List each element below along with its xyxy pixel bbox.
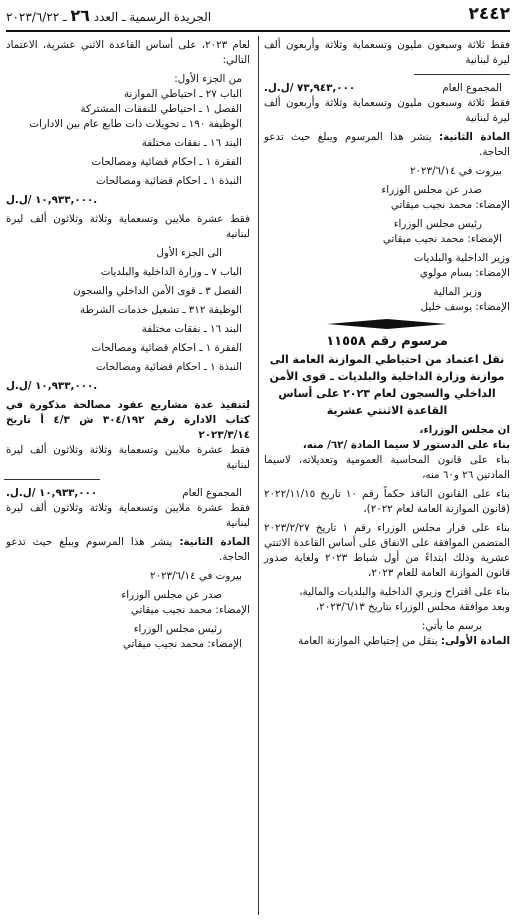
basis-5: بناء على اقتراح وزيري الداخلية والبلديات والمالية، (299, 586, 510, 598)
section-ornament (264, 319, 510, 329)
pm-title: رئيس مجلس الوزراء (393, 218, 482, 230)
chapter-27: الباب ٢٧ ـ احتياطي الموازنة (124, 88, 242, 100)
article-1-text: ينقل من إحتياطي الموازنة العامة (298, 635, 438, 647)
header-rule (6, 30, 510, 32)
basis-1: بناء على الدستور لا سيما المادة /٦٢/ منه، (302, 439, 510, 451)
clause-1a: النبذة ١ ـ احكام قضائية ومصالحات (95, 175, 242, 187)
article-2 (264, 130, 510, 160)
left-beirut-date: بيروت في ٢٠٢٣/٦/١٤ (149, 570, 242, 582)
section-3: الفصل ٣ ـ قوى الأمن الداخلي والسجون (73, 285, 242, 297)
intro-amount-words: فقط ثلاثة وسبعون مليون وتسعماية وثلاثة وأربعون ألف ليرة لبنانية (264, 39, 510, 66)
to-part: الى الجزء الأول (156, 247, 222, 259)
column-divider (258, 36, 259, 915)
paragraph-1a: الفقرة ١ ـ احكام قضائية ومصالحات (91, 156, 242, 168)
right-column (264, 38, 510, 649)
signature-1: الإمضاء: محمد نجيب ميقاتي (390, 199, 510, 211)
basis-2: بناء على قانون المحاسبة العمومية وتعديلاته، لاسيما المادتين ٢٦ و٦٠ منه، (264, 454, 510, 481)
page-number: ٢٤٤٢ (468, 4, 510, 24)
total-label: المجموع العام (442, 82, 502, 94)
left-article-2-text: ينشر هذا المرسوم ويبلغ حيث تدعو الحاجة. (6, 536, 250, 563)
amount-1: ١٠,٩٣٣,٠٠٠ /ل.ل. (6, 194, 98, 206)
left-article-2 (6, 535, 250, 565)
left-total-row (6, 486, 250, 501)
issue-number: ٢٦ (70, 6, 90, 25)
signature-2: الإمضاء: محمد نجيب ميقاتي (382, 233, 502, 245)
left-signature-2: الإمضاء: محمد نجيب ميقاتي (122, 638, 242, 650)
total-words: فقط ثلاثة وسبعون مليون وتسعماية وثلاثة وأربعون ألف ليرة لبنانية (264, 97, 510, 124)
left-pm-title: رئيس مجلس الوزراء (133, 623, 222, 635)
left-total-words: فقط عشرة ملايين وتسعماية وثلاثة وثلاثون ألف ليرة لبنانية (6, 502, 250, 529)
signature-4: الإمضاء: يوسف خليل (420, 301, 510, 313)
clause-1b: النبذة ١ ـ احكام قضائية ومصالحات (95, 361, 242, 373)
left-total-separator (4, 479, 100, 480)
left-total-label: المجموع العام (182, 487, 242, 499)
basis-6: وبعد موافقة مجلس الوزراء بتاريخ ٢٠٢٣/٦/١٣، (315, 601, 510, 613)
article-2-label: المادة الثانية: (439, 131, 510, 143)
total-value: ٧٣,٩٤٣,٠٠٠ /ل.ل. (264, 82, 356, 94)
left-intro: لعام ٢٠٢٣، على أساس القاعدة الاثني عشرية، الاعتماد التالي: (6, 39, 251, 66)
issue-date: ـ ٢٠٢٣/٦/٢٢ (6, 10, 67, 24)
purpose-words: فقط عشرة ملايين وتسعماية وثلاثة وثلاثون ألف ليرة لبنانية (6, 444, 250, 471)
amount-1-words: فقط عشرة ملايين وتسعماية وثلاثة وثلاثون ألف ليرة لبنانية (6, 213, 250, 240)
article-2-text: ينشر هذا المرسوم ويبلغ حيث تدعو الحاجة. (264, 131, 510, 158)
issued-by: صدر عن مجلس الوزراء (381, 184, 482, 196)
article-1 (264, 634, 510, 649)
decree-subject: نقل اعتماد من احتياطي الموازنة العامة الى موازنة وزارة الداخلية والبلديات ـ قوى الأمن الداخلي والسجون لعام ٢٠٢٣ على أساس القاعدة الاثنتي عشرية (269, 353, 505, 417)
chapter-7: الباب ٧ ـ وزارة الداخلية والبلديات (100, 266, 242, 278)
basis-3: بناء على القانون النافذ حكماً رقم ١٠ تاريخ ٢٠٢٢/١١/١٥ (قانون الموازنة العامة لعام ٢٠٢٢)، (264, 488, 510, 515)
gazette-prefix: الجريدة الرسمية ـ العدد (93, 10, 212, 24)
left-article-2-label: المادة الثانية: (179, 536, 250, 548)
amount-2: ١٠,٩٣٣,٠٠٠ /ل.ل. (6, 380, 98, 392)
left-issued-by: صدر عن مجلس الوزراء (121, 589, 222, 601)
total-row (264, 81, 510, 96)
left-total-value: ١٠,٩٣٣,٠٠٠ /ل.ل. (6, 487, 98, 499)
signature-3: الإمضاء: بسام مولوي (419, 267, 510, 279)
page-header (6, 4, 510, 30)
function-312: الوظيفة ٣١٢ ـ تشغيل خدمات الشرطة (80, 304, 242, 316)
interior-minister-title: وزير الداخلية والبلديات (413, 252, 510, 264)
function-190: الوظيفة ١٩٠ ـ تحويلات ذات طابع عام بين الادارات (29, 118, 242, 130)
section-1: الفصل ١ ـ احتياطي للنفقات المشتركة (80, 103, 242, 115)
left-column (6, 38, 250, 652)
basis-4: بناء على قرار مجلس الوزراء رقم ١ تاريخ ٢٠٢٣/٢/٢٧ المتضمن الموافقة على الانفاق على أساس القاعدة الاثنتي عشرية وذلك ابتداءً من أول شباط ٢٠٢٣ ولغاية صدور قانون الموازنة العامة للعام ٢٠٢٣، (264, 522, 510, 579)
decrees-line: يرسم ما يأتي: (421, 620, 482, 632)
decree-title: مرسوم رقم ١١٥٥٨ (326, 334, 448, 349)
total-separator (414, 74, 510, 75)
article-1-label: المادة الأولى: (440, 635, 510, 647)
finance-minister-title: وزير المالية (433, 286, 482, 298)
from-part: من الجزء الأول: (174, 73, 242, 85)
item-16a: البند ١٦ ـ نفقات مختلفة (141, 137, 242, 149)
paragraph-1b: الفقرة ١ ـ احكام قضائية ومصالحات (91, 342, 242, 354)
council-line: ان مجلس الوزراء، (419, 424, 510, 436)
beirut-date: بيروت في ٢٠٢٣/٦/١٤ (409, 165, 502, 177)
gazette-masthead (6, 6, 211, 25)
purpose: لتنفيذ عدة مشاريع عقود مصالحة مذكورة في كتاب الادارة رقم ٣٠٤/١٩٢ ش ٤/٣ أ تاريخ ٢٠٢٣/٣/١٤ (6, 399, 250, 441)
item-16b: البند ١٦ ـ نفقات مختلفة (141, 323, 242, 335)
left-signature-1: الإمضاء: محمد نجيب ميقاتي (130, 604, 250, 616)
